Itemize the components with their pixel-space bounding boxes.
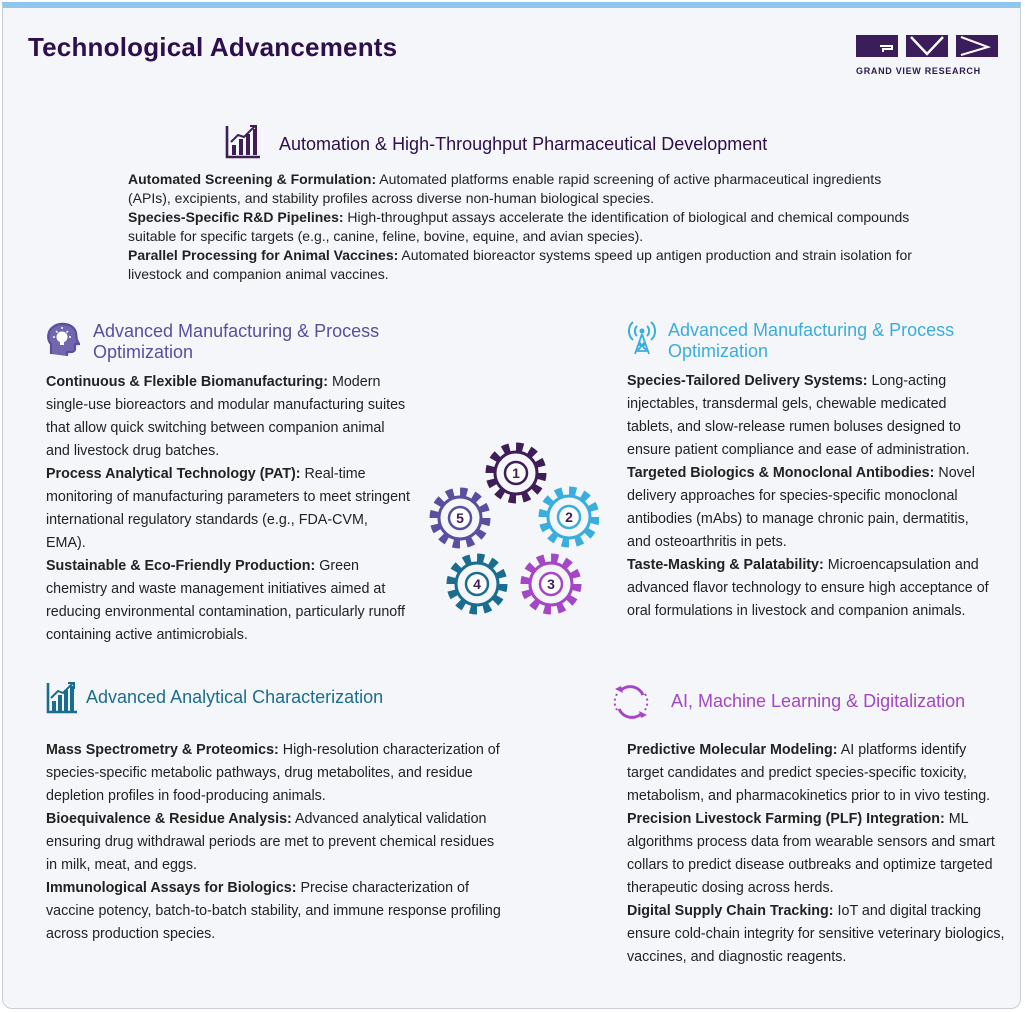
item-desc: High-throughput assays accelerate the identification of biological and chemical compounds suitable for specific targets (e.g., canine, feline, bovine, equine, and avian species). [128,209,910,244]
list-item [46,877,506,946]
item-desc: Modern single-use bioreactors and modular manufacturing suites that allow quick switching between companion animal and livestock drug batches. [46,374,406,459]
list-item [627,900,1006,969]
list-item [627,462,992,554]
item-desc: Long-acting injectables, transdermal gels, chewable medicated tablets, and slow-release rumen boluses designed to ensure patient compliance and ease of administration. [627,373,970,458]
item-desc: ML algorithms process data from wearable sensors and smart collars to predict disease outbreaks and optimize targeted therapeutic dosing across herds. [627,811,995,896]
gear-label: 3 [547,576,555,592]
gear-icon [525,558,577,610]
item-term: Species-Tailored Delivery Systems: [627,373,868,389]
item-desc: Automated bioreactor systems speed up antigen production and strain isolation for livestock and companion animal vaccines. [128,247,912,282]
list-item [627,554,992,623]
item-desc: High-resolution characterization of species-specific metabolic pathways, drug metabolites, and residue depletion profiles in food-producing animals. [46,742,500,804]
page-title: Technological Advancements [28,32,398,62]
list-item [627,370,992,462]
gear-icon [490,447,542,499]
item-term: Targeted Biologics & Monoclonal Antibodies: [627,465,935,481]
manufacturing-left-header [46,316,411,363]
manufacturing-left-list [46,371,411,647]
item-desc: AI platforms identify target candidates and predict species-specific toxicity, metabolism, and pharmacokinetics prior to in vivo testing. [627,742,991,804]
item-term: Predictive Molecular Modeling: [627,742,838,758]
item-term: Process Analytical Technology (PAT): [46,466,301,482]
list-item [46,739,506,808]
item-term: Continuous & Flexible Biomanufacturing: [46,374,328,390]
manufacturing-section-left [46,316,411,647]
item-term: Parallel Processing for Animal Vaccines: [128,247,399,263]
list-item [627,808,1006,900]
manufacturing-section-right [627,316,992,623]
item-desc: Microencapsulation and advanced flavor technology to ensure high acceptance of oral formulations in livestock and companion animals. [627,557,989,619]
item-term: Digital Supply Chain Tracking: [627,903,834,919]
gear-icon [451,558,503,610]
item-term: Immunological Assays for Biologics: [46,880,297,896]
item-term: Species-Specific R&D Pipelines: [128,209,344,225]
manufacturing-left-title: Advanced Manufacturing & Process Optimization [93,321,380,362]
ai-header [611,682,1006,727]
item-term: Precision Livestock Farming (PLF) Integration: [627,811,945,827]
gear-label: 4 [473,576,481,592]
analytical-section [46,682,506,946]
gear-label: 1 [512,465,520,481]
analytical-header [46,682,506,719]
item-term: Taste-Masking & Palatability: [627,557,824,573]
item-term: Automated Screening & Formulation: [128,171,377,187]
company-logo [856,35,998,76]
manufacturing-right-title: Advanced Manufacturing & Process Optimization [668,320,955,361]
gear-icon [434,492,486,544]
broadcast-tower-icon [627,320,657,361]
item-desc: Green chemistry and waste management initiatives aimed at reducing environmental contamination, particularly runoff containing active antimicrobials. [46,558,405,643]
logo-text: GRAND VIEW RESEARCH [856,66,981,76]
item-desc: Automated platforms enable rapid screening of active pharmaceutical ingredients (APIs), excipients, and stability profiles across diverse non-human biological species. [128,171,882,206]
list-item [128,170,918,208]
item-desc: IoT and digital tracking ensure cold-chain integrity for sensitive veterinary biologics, vaccines, and diagnostic reagents. [627,903,1005,965]
ai-title: AI, Machine Learning & Digitalization [671,691,966,711]
automation-header [225,126,918,162]
list-item [46,371,411,463]
manufacturing-right-list [627,370,992,623]
automation-list [128,170,918,284]
bar-chart-icon [225,125,261,164]
list-item [46,555,411,647]
list-item [128,246,918,284]
list-item [627,739,1006,808]
manufacturing-right-header [627,316,992,362]
automation-section [128,126,918,284]
list-item [46,808,506,877]
gear-icon [543,491,595,543]
item-term: Sustainable & Eco-Friendly Production: [46,558,316,574]
item-term: Mass Spectrometry & Proteomics: [46,742,279,758]
item-desc: Novel delivery approaches for species-specific monoclonal antibodies (mAbs) to manage chronic pain, dermatitis, and osteoarthritis in pets. [627,465,975,550]
ai-list [627,739,1006,969]
item-desc: Real-time monitoring of manufacturing parameters to meet stringent international regulatory standards (e.g., FDA-CVM, EMA). [46,466,410,551]
list-item [128,208,918,246]
logo-mark-icon [856,35,998,57]
gear-label: 5 [456,510,464,526]
bar-chart-icon [46,682,78,719]
head-lightbulb-icon [46,322,80,363]
gear-label: 2 [565,509,573,525]
analytical-title: Advanced Analytical Characterization [86,687,384,707]
ai-section [611,682,1006,969]
infographic-frame [2,2,1021,1009]
item-desc: Advanced analytical validation ensuring drug withdrawal periods are met to prevent chemical residues in milk, meat, and eggs. [46,811,495,873]
analytical-list [46,739,506,946]
item-term: Bioequivalence & Residue Analysis: [46,811,292,827]
item-desc: Precise characterization of vaccine potency, batch-to-batch stability, and immune response profiling across production species. [46,880,501,942]
sync-arrows-icon [611,682,653,727]
automation-title: Automation & High-Throughput Pharmaceutical Development [279,133,768,154]
list-item [46,463,411,555]
gears-diagram [421,438,599,622]
